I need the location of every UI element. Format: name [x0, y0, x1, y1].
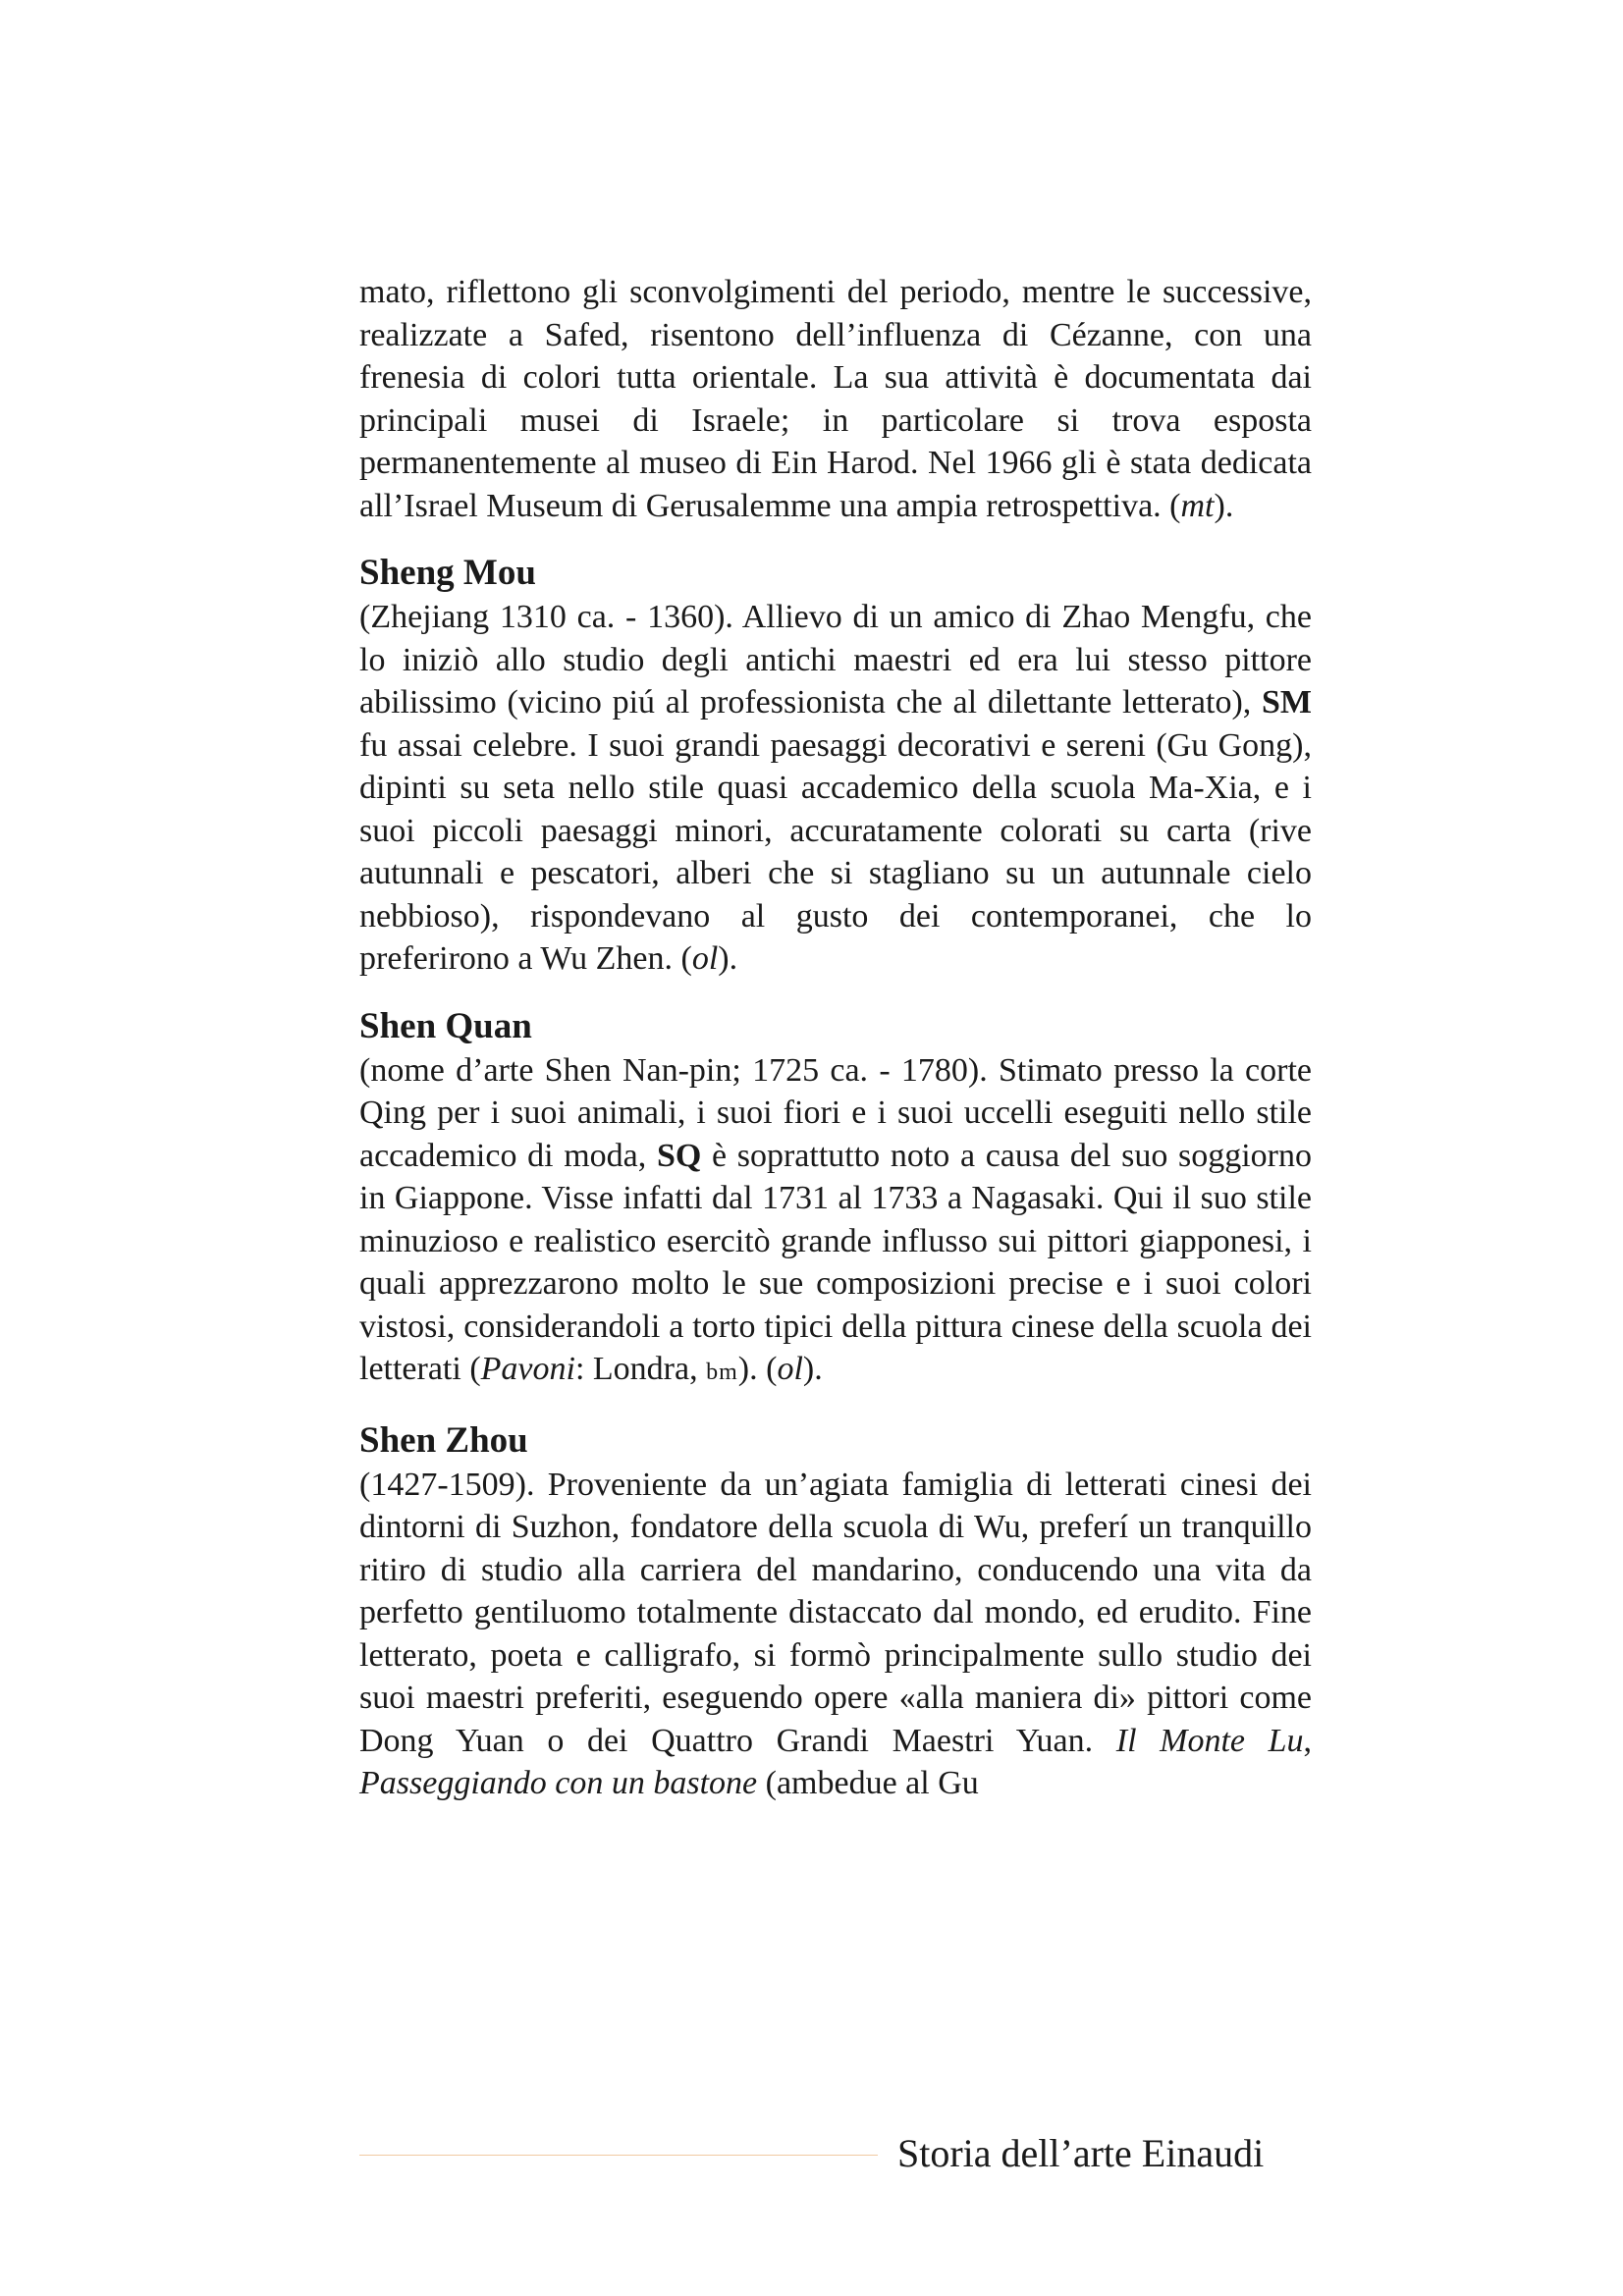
footer-rule [359, 2155, 878, 2156]
artwork-title: Passeggiando con un bastone [359, 1765, 758, 1801]
entry-end: ). [802, 1351, 823, 1387]
entry-text: (ambedue al Gu [757, 1765, 979, 1801]
continuation-paragraph [359, 271, 1312, 527]
author-initials: mt [1180, 487, 1215, 524]
entry-abbreviation: SQ [656, 1137, 702, 1174]
entry-text: ). ( [737, 1351, 778, 1387]
entry-end: ). [718, 940, 738, 977]
entry-body-shen-zhou [359, 1464, 1312, 1805]
encyclopedia-page-body [359, 271, 1312, 1805]
continuation-text: mato, riflettono gli sconvolgimenti del periodo, mentre le successive, realizzate a Safed, risentono dell’influenza di Cézanne, con una frenesia di colori tutta orientale. La sua attività è documentata dai principali musei di Israele; in particolare si trova esposta permanentemente al museo di Ein Harod. Nel 1966 gli è stata dedicata all’Israel Museum di Gerusalemme una ampia retrospettiva. ( [359, 274, 1312, 524]
entry-abbreviation: SM [1262, 684, 1312, 721]
continuation-end: ). [1214, 487, 1234, 524]
museum-abbreviation: bm [706, 1360, 738, 1385]
entry-title-shen-quan: Shen Quan [359, 1005, 532, 1046]
artwork-title: Pavoni [480, 1351, 575, 1387]
entry-text: fu assai celebre. I suoi grandi paesaggi decorativi e sereni (Gu Gong), dipinti su seta nello stile quasi accademico della scuola Ma-Xia, e i suoi piccoli paesaggi minori, accuratamente colorati su carta (rive autunnali e pescatori, alberi che si stagliano su un autunnale cielo nebbioso), rispondevano al gusto dei contemporanei, che lo preferirono a Wu Zhen. ( [359, 726, 1312, 977]
entry-separator: , [1303, 1722, 1313, 1759]
author-initials: ol [691, 940, 719, 977]
artwork-title: Il Monte Lu [1115, 1722, 1304, 1759]
entry-title-sheng-mou: Sheng Mou [359, 553, 536, 593]
author-initials: ol [777, 1351, 803, 1387]
entry-text: è soprattutto noto a causa del suo soggiorno in Giappone. Visse infatti dal 1731 al 1733 a Nagasaki. Qui il suo stile minuzioso e realistico esercitò grande influsso sui pittori giapponesi, i quali apprezzarono molto le sue composizioni precise e i suoi colori vistosi, considerandoli a torto tipici della pittura cinese della scuola dei letterati ( [359, 1137, 1312, 1387]
entry-body-sheng-mou [359, 596, 1312, 981]
entry-text: : Londra, [574, 1351, 707, 1387]
entry-title-shen-zhou: Shen Zhou [359, 1419, 528, 1461]
footer-publication-label: Storia dell’arte Einaudi [897, 2131, 1265, 2175]
entry-text: (Zhejiang 1310 ca. - 1360). Allievo di un amico di Zhao Mengfu, che lo iniziò allo studio degli antichi maestri ed era lui stesso pittore abilissimo (vicino piú al professionista che al dilettante letterato), [359, 599, 1312, 721]
entry-text: (1427-1509). Proveniente da un’agiata famiglia di letterati cinesi dei dintorni di Suzhon, fondatore della scuola di Wu, preferí un tranquillo ritiro di studio alla carriera del mandarino, conducendo una vita da perfetto gentiluomo totalmente distaccato dal mondo, ed erudito. Fine letterato, poeta e calligrafo, si formò principalmente sullo studio dei suoi maestri preferiti, eseguendo opere «alla maniera di» pittori come Dong Yuan o dei Quattro Grandi Maestri Yuan. [359, 1466, 1312, 1759]
entry-text: (nome d’arte Shen Nan-pin; 1725 ca. - 1780). Stimato presso la corte Qing per i suoi animali, i suoi fiori e i suoi uccelli eseguiti nello stile accademico di moda, [359, 1051, 1312, 1174]
entry-body-shen-quan [359, 1049, 1312, 1395]
